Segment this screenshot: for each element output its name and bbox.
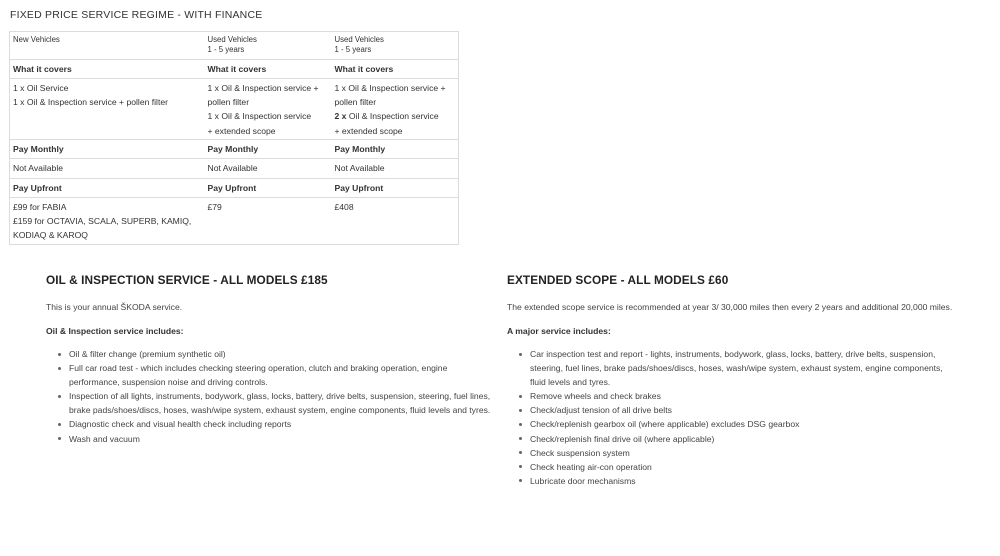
list-item: Car inspection test and report - lights, instruments, bodywork, glass, locks, battery, drive belts, suspension, steering, fuel lines, brake pads/shoes/discs, hoses, wash/wipe system, exhaust system, engine components, fluid levels and tyres.	[507, 347, 957, 389]
list-item: Inspection of all lights, instruments, bodywork, glass, locks, battery, drive belts, suspension, steering, fuel lines, brake pads/shoes/discs, hoses, wash/wipe system, exhaust system, engine components, fluid levels and tyres.	[46, 389, 496, 417]
covers-label: What it covers	[205, 60, 332, 79]
monthly-label: Pay Monthly	[205, 139, 332, 158]
upfront-cell-used-2: £408	[332, 197, 459, 244]
list-item: Oil & filter change (premium synthetic oil)	[46, 347, 496, 361]
table-row	[10, 158, 459, 178]
section-intro: The extended scope service is recommended at year 3/ 30,000 miles then every 2 years and additional 20,000 miles.	[507, 302, 953, 312]
extended-scope-section	[507, 273, 957, 488]
includes-list	[507, 347, 957, 488]
bold-quantity: 2 x	[334, 111, 347, 122]
list-item: Diagnostic check and visual health check including reports	[46, 417, 496, 431]
upfront-label: Pay Upfront	[332, 178, 459, 197]
list-item: Lubricate door mechanisms	[507, 474, 957, 488]
monthly-value: Not Available	[205, 158, 332, 178]
list-item: Check suspension system	[507, 446, 957, 460]
list-item: Check/adjust tension of all drive belts	[507, 403, 957, 417]
list-item: Remove wheels and check brakes	[507, 389, 957, 403]
section-title: OIL & INSPECTION SERVICE - ALL MODELS £185	[46, 273, 328, 287]
section-intro: This is your annual ŠKODA service.	[46, 302, 183, 312]
upfront-label: Pay Upfront	[205, 178, 332, 197]
list-item: Check heating air-con operation	[507, 460, 957, 474]
covers-label: What it covers	[332, 60, 459, 79]
covers-cell-used-1: 1 x Oil & Inspection service + pollen filter 1 x Oil & Inspection service + extended scope	[205, 79, 332, 140]
section-title: EXTENDED SCOPE - ALL MODELS £60	[507, 273, 729, 287]
includes-label: Oil & Inspection service includes:	[46, 326, 184, 336]
upfront-cell-new: £99 for FABIA £159 for OCTAVIA, SCALA, SUPERB, KAMIQ, KODIAQ & KAROQ	[10, 197, 205, 244]
column-header-used-2: Used Vehicles 1 - 5 years	[332, 32, 459, 60]
column-header-used-1: Used Vehicles 1 - 5 years	[205, 32, 332, 60]
table-row	[10, 79, 459, 140]
list-item: Wash and vacuum	[46, 432, 496, 446]
column-header-new: New Vehicles	[10, 32, 205, 60]
price-table	[9, 31, 459, 245]
oil-inspection-section	[46, 273, 496, 446]
list-item: Check/replenish final drive oil (where applicable)	[507, 432, 957, 446]
table-row	[10, 178, 459, 197]
table-row	[10, 60, 459, 79]
list-item: Check/replenish gearbox oil (where applicable) excludes DSG gearbox	[507, 417, 957, 431]
list-item: Full car road test - which includes checking steering operation, clutch and braking operation, engine performance, suspension noise and driving controls.	[46, 361, 496, 389]
covers-cell-used-2: 1 x Oil & Inspection service + pollen filter 2 x Oil & Inspection service + extended scope	[332, 79, 459, 140]
monthly-value: Not Available	[10, 158, 205, 178]
upfront-label: Pay Upfront	[10, 178, 205, 197]
covers-cell-new: 1 x Oil Service 1 x Oil & Inspection service + pollen filter	[10, 79, 205, 140]
page-title: FIXED PRICE SERVICE REGIME - WITH FINANCE	[10, 9, 263, 21]
monthly-label: Pay Monthly	[332, 139, 459, 158]
table-row	[10, 139, 459, 158]
monthly-label: Pay Monthly	[10, 139, 205, 158]
monthly-value: Not Available	[332, 158, 459, 178]
table-header-row	[10, 32, 459, 60]
includes-list	[46, 347, 496, 446]
upfront-cell-used-1: £79	[205, 197, 332, 244]
includes-label: A major service includes:	[507, 326, 611, 336]
covers-label: What it covers	[10, 60, 205, 79]
table-row	[10, 197, 459, 244]
